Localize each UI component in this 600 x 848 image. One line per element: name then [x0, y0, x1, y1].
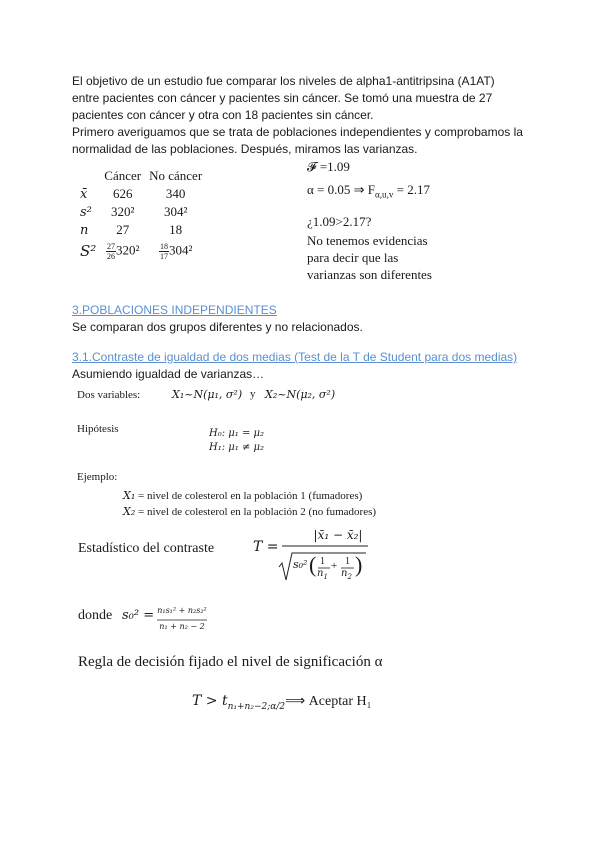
alpha-text: α = 0.05 ⇒ F	[307, 182, 376, 197]
fraction-denominator: 26	[107, 251, 115, 261]
S2-value: 304²	[168, 241, 193, 257]
alpha-result: = 2.17	[393, 182, 431, 197]
conclusion-line: para decir que las	[307, 249, 399, 265]
donde-numerator: n₁s₁² + n₂s₂²	[157, 606, 207, 615]
fraction-denominator: 17	[159, 251, 168, 261]
fraction-numerator: 27	[107, 241, 115, 251]
s0-squared: s₀²	[293, 558, 308, 571]
t-numerator: |x̄₁ − x̄₂|	[313, 528, 363, 542]
row-label-n: n	[80, 222, 89, 238]
conclusion-line: varianzas son diferentes	[307, 266, 432, 282]
fraction-numerator: 18	[159, 241, 168, 251]
intro-line: entre pacientes con cáncer y pacientes sin cáncer. Se tomó una muestra de 27	[72, 91, 493, 105]
intro-line: pacientes con cáncer y otra con 18 pacientes sin cáncer.	[72, 108, 374, 122]
comparison-question: ¿1.09>2.17?	[307, 213, 372, 229]
row-label-s2: s²	[80, 204, 92, 220]
variable-2: X₂~N(μ₂, σ²)	[265, 388, 336, 401]
left-paren: (	[309, 552, 317, 577]
one-over-n1-num: 1	[320, 556, 325, 567]
intro-line: normalidad de las poblaciones. Después, miramos las varianzas.	[72, 142, 418, 156]
section-3-1-text: Asumiendo igualdad de varianzas…	[72, 367, 265, 381]
t-lhs: T =	[253, 539, 279, 555]
col-header-cancer: Cáncer	[104, 168, 142, 183]
intro-line: Primero averiguamos que se trata de poblaciones independientes y comprobamos la	[72, 125, 523, 139]
row-label-mean: x̄	[80, 186, 88, 202]
one-over-n1-den: $n_1$	[317, 568, 328, 581]
decision-lhs: T > t	[192, 693, 228, 709]
one-over-n2-den: $n_2$	[341, 568, 352, 581]
decision-rhs: ⟹ Aceptar H₁	[285, 694, 372, 709]
example-var: X₁	[123, 489, 136, 502]
intro-line: El objetivo de un estudio fue comparar los niveles de alpha1-antitripsina (A1AT)	[72, 74, 495, 88]
conjunction-y: y	[250, 388, 256, 400]
donde-label: donde	[78, 608, 113, 623]
cell-mean-cancer: 626	[112, 186, 133, 201]
example-text: = nivel de colesterol en la población 1 (fumadores)	[135, 490, 363, 502]
variable-1: X₁~N(μ₁, σ²)	[172, 388, 243, 401]
cell-s2-no-cancer: 304²	[163, 204, 188, 219]
one-over-n2-num: 1	[345, 556, 350, 567]
alternative-hypothesis: H₁: μ₁ ≠ μ₂	[209, 442, 265, 453]
example-text: = nivel de colesterol en la población 2 (no fumadores)	[135, 506, 377, 518]
cell-n-cancer: 27	[116, 222, 130, 237]
cell-n-no-cancer: 18	[169, 222, 183, 237]
row-label-S2: S²	[80, 242, 97, 260]
plus-sign: +	[331, 560, 338, 572]
hipotesis-label: Hipótesis	[77, 423, 119, 435]
col-header-no-cancer: No cáncer	[149, 168, 203, 183]
section-heading-3: 3.POBLACIONES INDEPENDIENTES	[72, 303, 277, 317]
cell-mean-no-cancer: 340	[165, 186, 186, 201]
estadistico-label: Estadístico del contraste	[78, 541, 215, 556]
alpha-subscript: α,u,v	[375, 189, 394, 200]
S2-value: 320²	[116, 241, 140, 257]
decision-rule	[192, 692, 371, 712]
example-var: X₂	[123, 505, 136, 518]
section-3-text: Se comparan dos grupos diferentes y no relacionados.	[72, 320, 363, 334]
ejemplo-label: Ejemplo:	[77, 471, 118, 483]
section-heading-3-1: 3.1.Contraste de igualdad de dos medias (Test de la T de Student para dos medias)	[72, 350, 518, 364]
dos-variables-label: Dos variables:	[77, 389, 141, 401]
f-value: 𝓕 =1.09	[307, 159, 350, 174]
right-paren: )	[355, 552, 363, 577]
regla-heading: Regla de decisión fijado el nivel de significación α	[78, 654, 383, 670]
cell-s2-cancer: 320²	[111, 204, 135, 219]
conclusion-line: No tenemos evidencias	[307, 232, 428, 248]
donde-denominator: n₁ + n₂ − 2	[159, 622, 205, 631]
null-hypothesis: H₀: μ₁ = μ₂	[209, 428, 265, 439]
donde-lhs: s₀² =	[122, 608, 155, 623]
decision-subscript: n₁+n₂−2;α/2	[227, 701, 286, 712]
